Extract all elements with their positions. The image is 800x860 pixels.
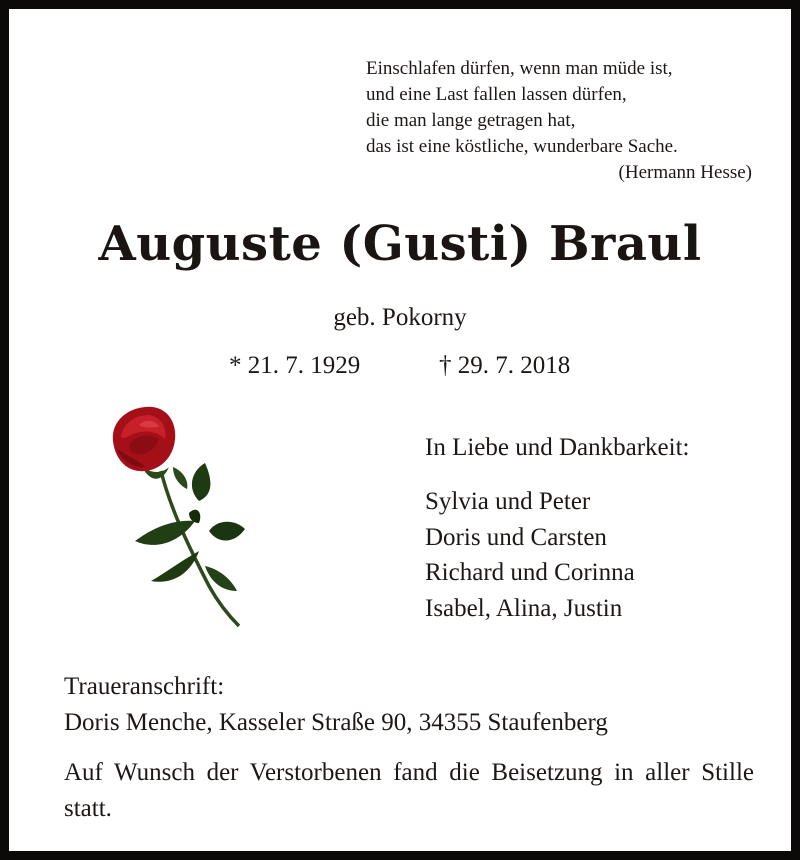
birth-date: * 21. 7. 1929 [229, 352, 361, 379]
mourner-name: Isabel, Alina, Justin [425, 594, 623, 622]
poem-line: Einschlafen dürfen, wenn man müde ist, [366, 58, 673, 79]
address-label: Traueranschrift: [64, 673, 225, 700]
death-date: † 29. 7. 2018 [439, 352, 571, 379]
mourners-block [425, 430, 785, 626]
burial-notice: Auf Wunsch der Verstorbenen fand die Beisetzung in aller Stille statt. [64, 759, 754, 822]
address-value: Doris Menche, Kasseler Straße 90, 34355 Staufenberg [64, 709, 608, 736]
poem-line: die man lange getragen hat, [366, 110, 576, 131]
poem-author: (Hermann Hesse) [618, 162, 752, 183]
poem-block [366, 56, 758, 186]
mourner-name: Richard und Corinna [425, 559, 635, 586]
red-rose-icon [99, 401, 269, 631]
mourners-intro: In Liebe und Dankbarkeit: [425, 434, 690, 461]
deceased-name: Auguste (Gusti) Braul [98, 216, 702, 272]
birth-name: geb. Pokorny [333, 304, 467, 331]
poem-line: das ist eine köstliche, wunderbare Sache. [366, 136, 678, 157]
mourner-name: Doris und Carsten [425, 523, 607, 551]
mourning-address [64, 669, 764, 741]
mourner-name: Sylvia und Peter [425, 488, 591, 515]
poem-line: und eine Last fallen lassen dürfen, [366, 84, 627, 105]
